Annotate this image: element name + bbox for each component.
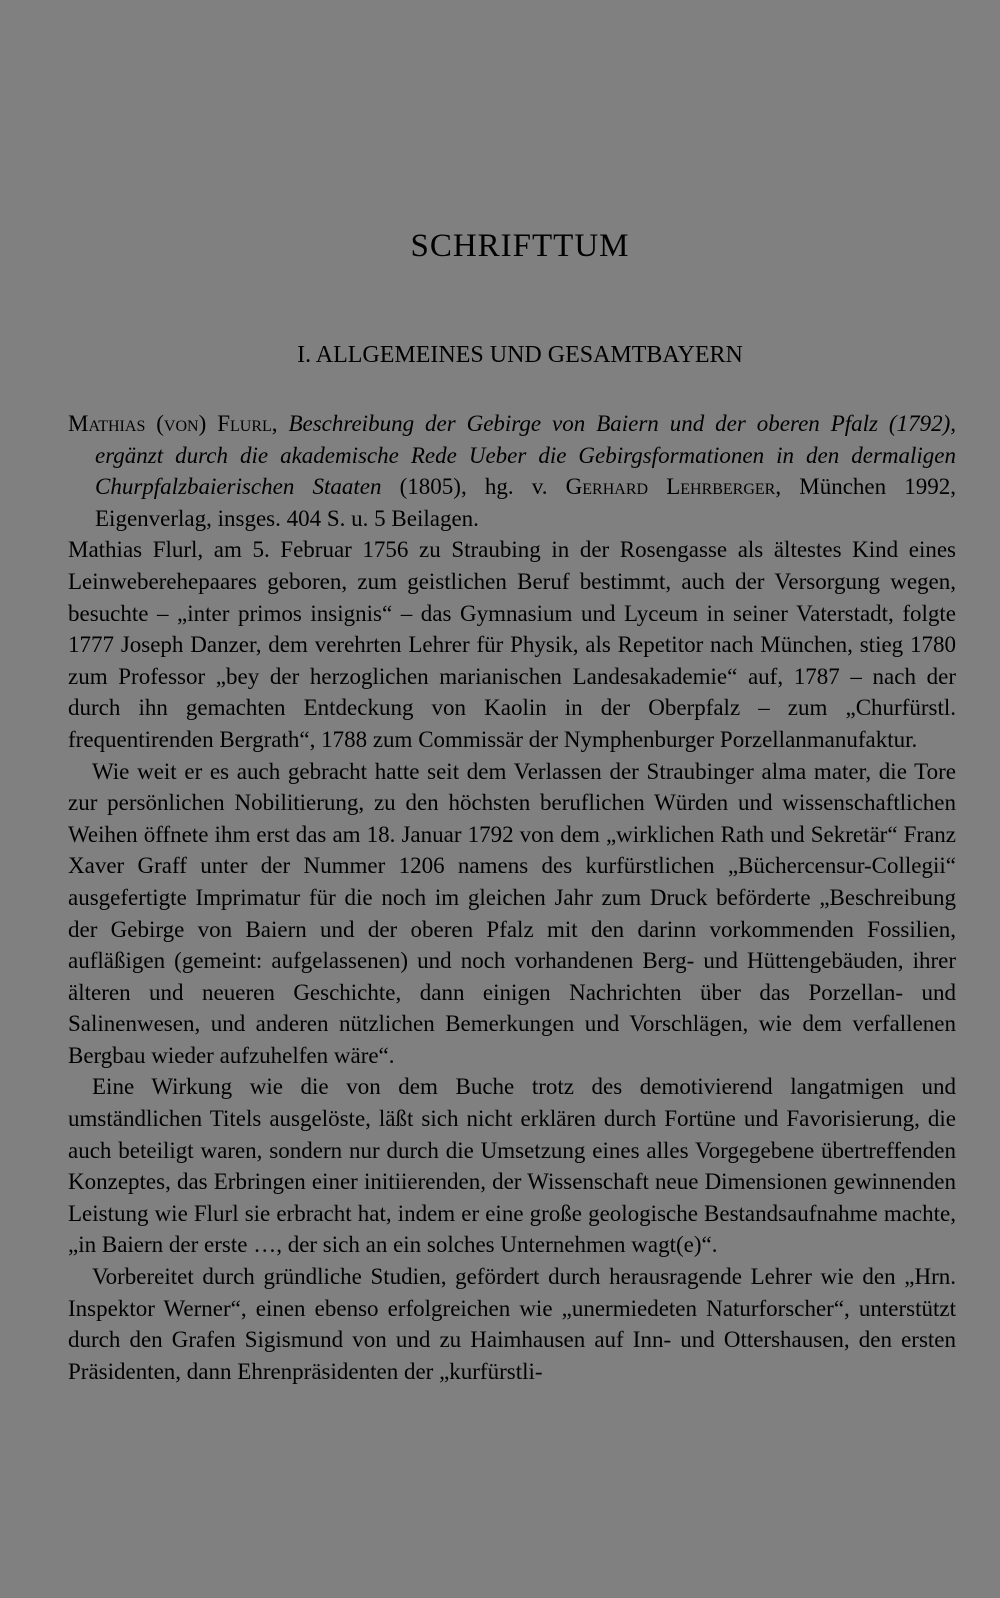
section-heading: I. ALLGEMEINES UND GESAMTBAYERN [297,342,743,368]
body-text [68,408,956,1387]
paragraph-2: Wie weit er es auch gebracht hatte seit dem Verlassen der Straubinger alma mater, die Tore zur persönlichen Nobilitierung, zu den höchsten beruflichen Würden und wissenschaftlichen Weihen öffnete ihm erst das am 18. Januar 1792 von dem „wirklichen Rath und Sekretär“ Franz Xaver Graff unter der Nummer 1206 namens des kurfürstlichen „Büchercensur-Collegii“ ausgefertigte Imprimatur für die noch im gleichen Jahr zum Druck beförderte „Beschreibung der Gebirge von Baiern und der oberen Pfalz mit den darinn vorkommenden Fossilien, aufläßigen (gemeint: aufgelassenen) und noch vorhandenen Berg- und Hüttengebäuden, ihrer älteren und neueren Geschichte, dann einigen Nachrichten über das Porzellan- und Salinenwesen, und anderen nützlichen Bemerkungen und Vorschlägen, wie dem verfallenen Bergbau wieder aufzuhelfen wäre“. [68,758,956,1068]
entry-year-editor-prefix: (1805), hg. v. [399,474,548,500]
paragraph-4: Vorbereitet durch gründliche Studien, gefördert durch herausragende Lehrer wie den „Hrn. Inspektor Werner“, einen ebenso erfolgreichen wie „unermiedeten Naturforscher“, unterstützt durch den Grafen Sigismund von und zu Haimhausen auf Inn- und Ottershausen, den ersten Präsidenten, dann Ehrenpräsidenten der „kurfürstli- [68,1264,956,1384]
entry-publication: München 1992, Eigenverlag, insges. 404 S. u. 5 Beilagen. [95,474,957,531]
entry-author: Mathias (von) Flurl, [68,411,278,436]
bibliography-entry [68,408,956,534]
entry-editor: Gerhard Lehrberger, [565,474,782,500]
paragraph-3: Eine Wirkung wie die von dem Buche trotz des demotivierend langatmigen und umständlichen Titels ausgelöste, läßt sich nicht erklären durch Fortüne und Favorisierung, die auch beteiligt waren, sondern nur durch die Umsetzung eines alles Vorgegebene übertreffenden Konzeptes, das Erbringen einer initiierenden, der Wissenschaft neue Dimensionen gewinnenden Leistung wie Flurl sie erbracht hat, indem er eine große geologische Bestandsaufnahme machte, „in Baiern der erste …, der sich an ein solches Unternehmen wagt(e)“. [68,1074,956,1258]
entry-work-title: Beschreibung der Gebirge von Baiern und der oberen Pfalz (1792), ergänzt durch die akademische Rede Ueber die Gebirgsformationen in den dermaligen Churpfalzbaierischen Staaten [95,411,956,500]
page-title: SCHRIFTTUM [410,228,630,264]
paragraph-1: Mathias Flurl, am 5. Februar 1756 zu Straubing in der Rosengasse als ältestes Kind eines Leinweberehepaares geboren, zum geistlichen Beruf bestimmt, auch der Versorgung wegen, besuchte – „inter primos insignis“ – das Gymnasium und Lyceum in seiner Vaterstadt, folgte 1777 Joseph Danzer, dem verehrten Lehrer für Physik, als Repetitor nach München, stieg 1780 zum Professor „bey der herzoglichen marianischen Landesakademie“ auf, 1787 – nach der durch ihn gemachten Entdeckung von Kaolin in der Oberpfalz – zum „Churfürstl. frequentirenden Bergrath“, 1788 zum Commissär der Nymphenburger Porzellanmanufaktur. [68,537,956,752]
